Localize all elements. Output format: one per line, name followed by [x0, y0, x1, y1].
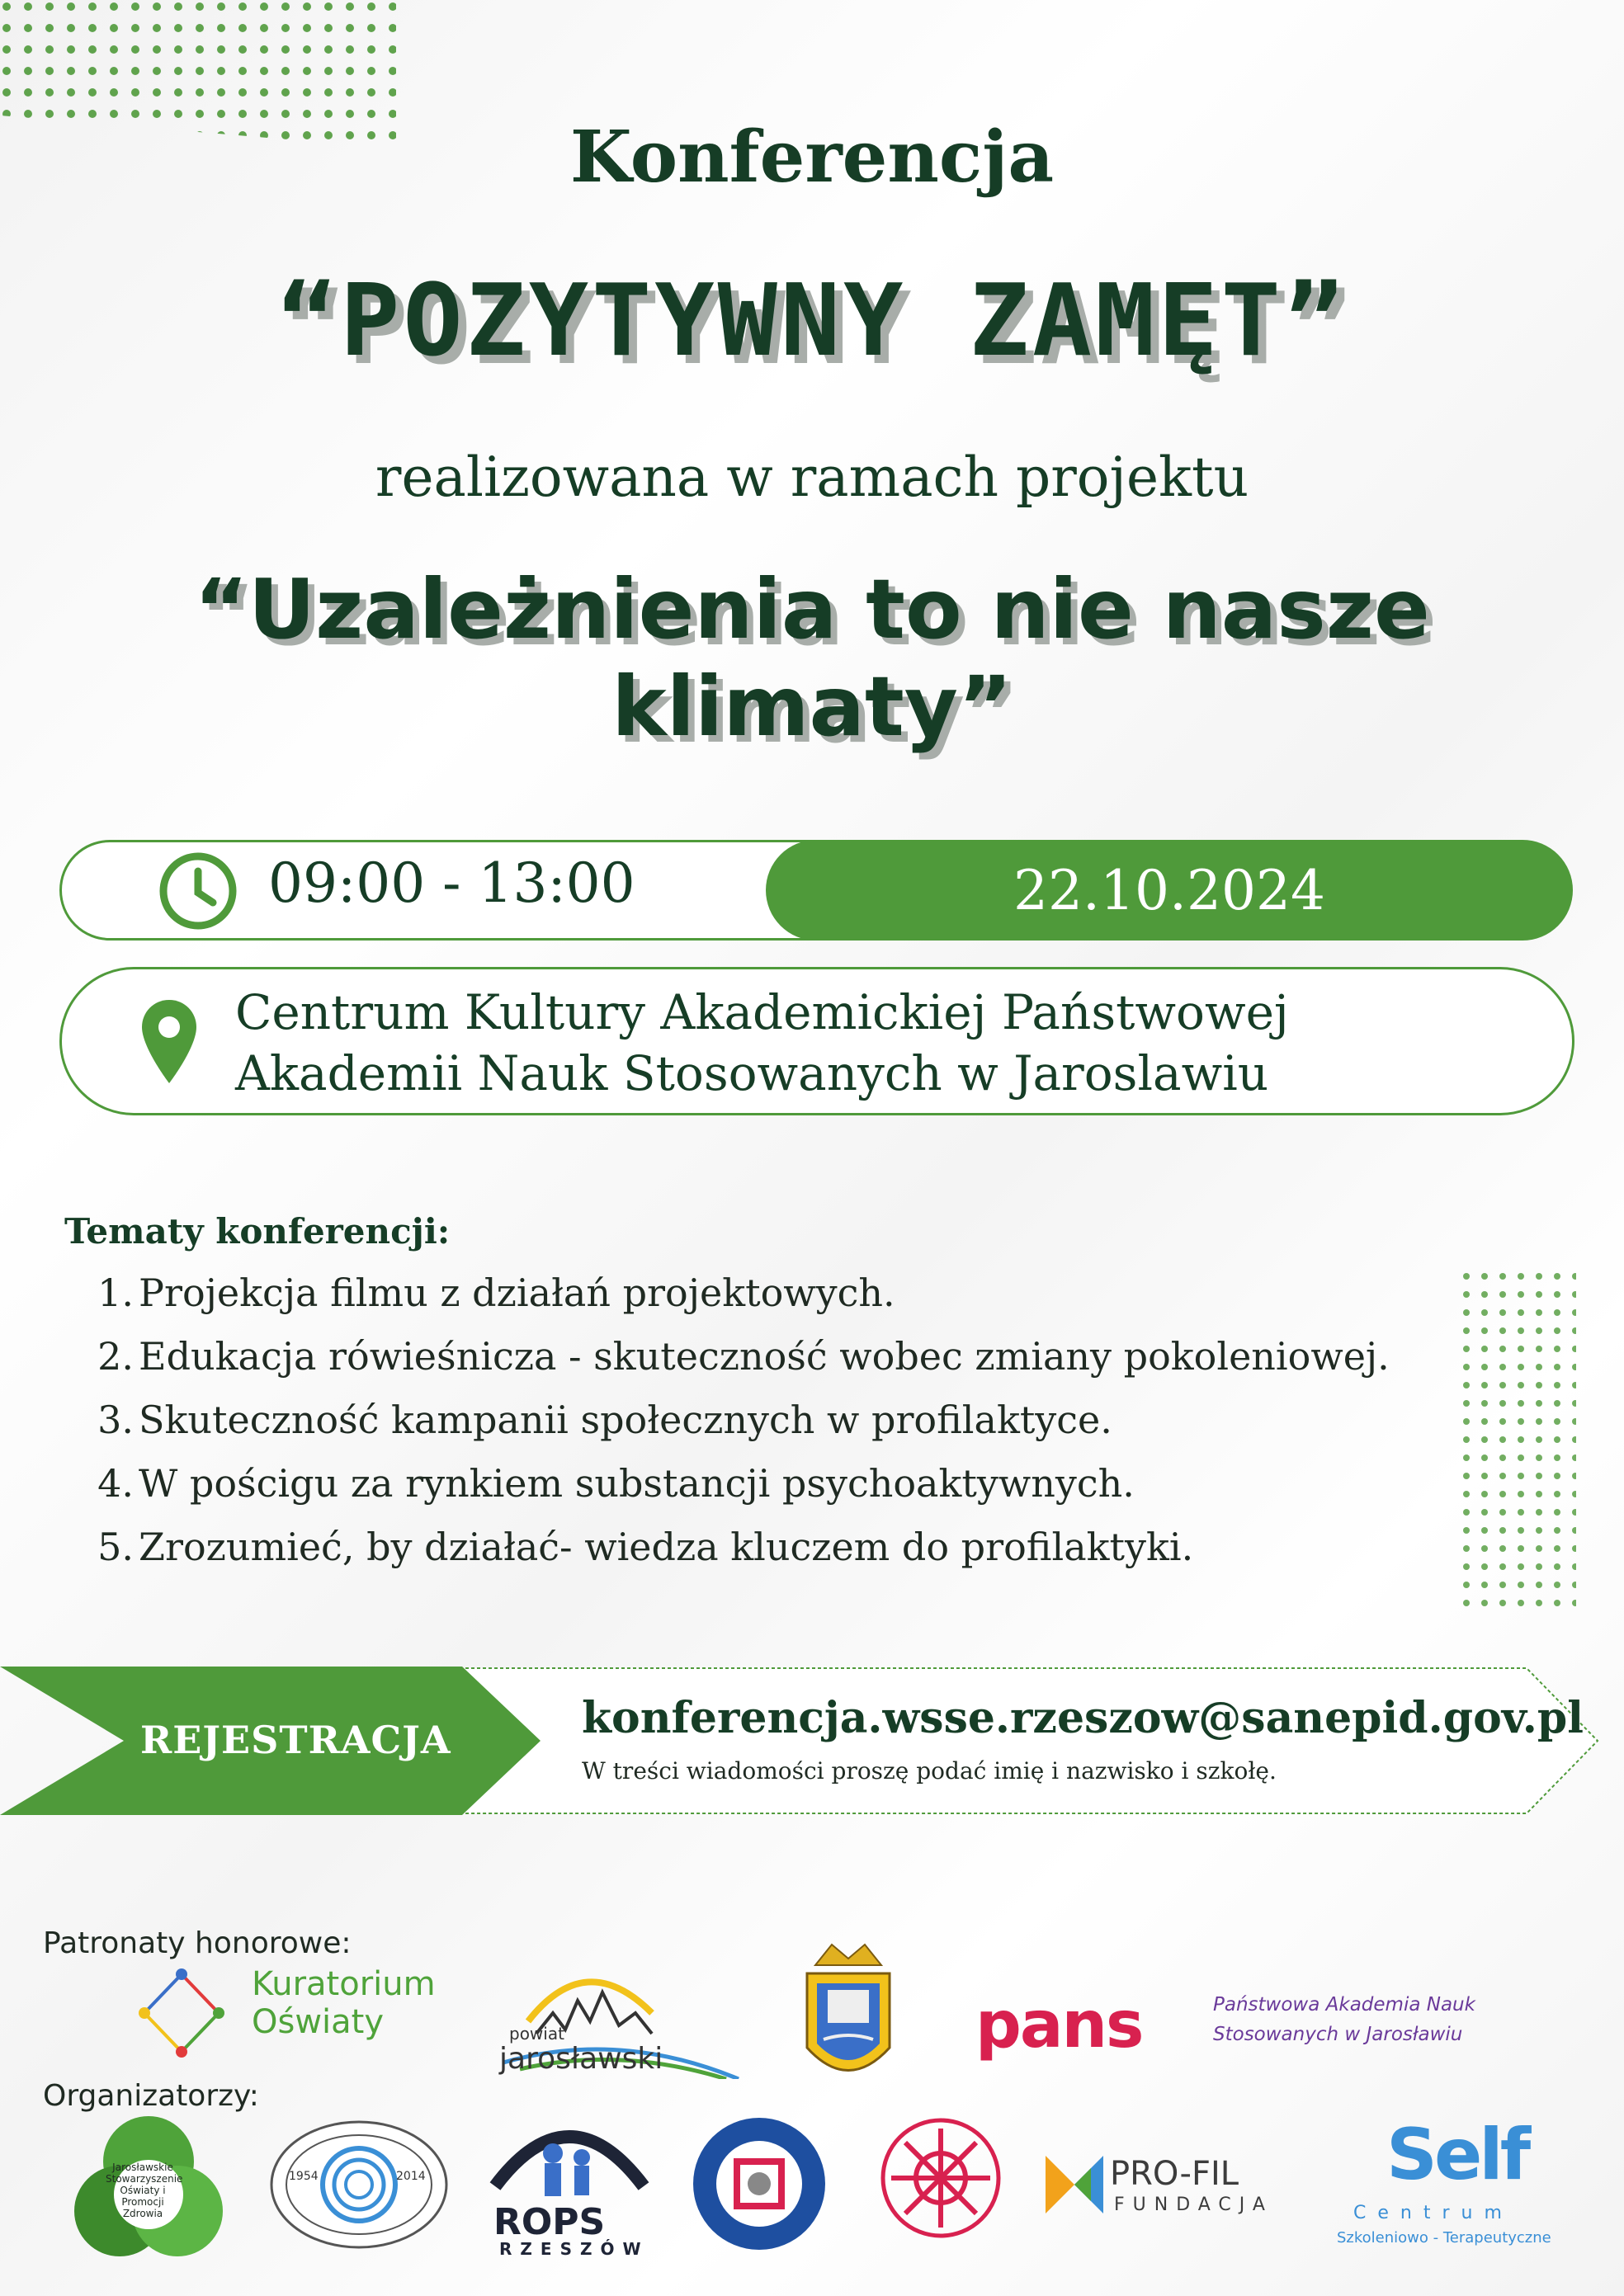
location-pin-icon — [140, 998, 198, 1085]
registration-label: REJESTRACJA — [140, 1718, 451, 1762]
registration-note: W treści wiadomości proszę podać imię i nazwisko i szkołę. — [582, 1757, 1277, 1784]
list-item: 3. Skuteczność kampanii społecznych w profilaktyce. — [97, 1398, 1112, 1442]
location-line1: Centrum Kultury Akademickiej Państwowej — [235, 984, 1289, 1040]
list-item: 5. Zrozumieć, by działać- wiedza kluczem do profilaktyki. — [97, 1525, 1194, 1569]
date-pill — [766, 840, 1573, 941]
rops-logo-icon — [487, 2096, 652, 2203]
patrons-heading: Patronaty honorowe: — [43, 1926, 352, 1960]
self-logo-centrum: Centrum — [1353, 2203, 1513, 2223]
organizers-heading: Organizatorzy: — [43, 2079, 259, 2113]
event-date: 22.10.2024 — [1013, 858, 1325, 922]
project-title-line1: “Uzależnienia to nie nasze — [194, 561, 1430, 658]
profil-logo-icon — [1041, 2152, 1107, 2218]
location-line2: Akademii Nauk Stosowanych w Jaroslawiu — [235, 1045, 1269, 1101]
decorative-dots-right — [1461, 1271, 1576, 1617]
profil-logo-subtext: FUNDACJA — [1114, 2195, 1273, 2215]
powiat-logo-small-text: powiat — [509, 2024, 564, 2044]
self-logo-text: Self — [1386, 2114, 1528, 2196]
clock-icon — [157, 850, 239, 932]
registration-email-link[interactable]: konferencja.wsse.rzeszow@sanepid.gov.pl — [582, 1693, 1584, 1743]
kuratorium-logo-icon — [132, 1968, 231, 2058]
powiat-logo-big-text: jarosławski — [499, 2042, 663, 2076]
topics-heading: Tematy konferencji: — [64, 1211, 451, 1252]
conference-heading: Konferencja — [569, 116, 1055, 199]
self-logo-subtext: Szkoleniowo - Terapeutyczne — [1337, 2229, 1551, 2246]
list-item: 2. Edukacja rówieśnicza - skuteczność wobec zmiany pokoleniowej. — [97, 1334, 1390, 1379]
project-title — [0, 561, 1624, 756]
jaroslaw-coat-of-arms-icon — [799, 1940, 898, 2097]
project-title-line2: klimaty” — [611, 658, 1013, 755]
list-item: 4. W pościgu za rynkiem substancji psychoaktywnych. — [97, 1461, 1135, 1506]
pans-full-name: Państwowa Akademia Nauk Stosowanych w Jarosławiu — [1213, 1994, 1475, 2045]
event-time: 09:00 - 13:00 — [268, 851, 635, 915]
kuratorium-logo-text: Kuratorium Oświaty — [252, 1965, 436, 2041]
list-item: 1. Projekcja filmu z działań projektowych. — [97, 1271, 895, 1315]
pans-logo-text: pans — [975, 1988, 1143, 2063]
anniversary-year-start: 1954 — [289, 2170, 319, 2183]
rops-logo-text: ROPS — [493, 2201, 606, 2243]
sanitary-inspection-logo-icon — [692, 2116, 828, 2252]
profil-logo-text: PRO-FIL — [1110, 2155, 1239, 2193]
folkowisko-logo-icon — [871, 2108, 1011, 2248]
anniversary-logo-icon — [268, 2119, 450, 2251]
rops-city-text: RZESZÓW — [499, 2239, 649, 2259]
event-subtitle: realizowana w ramach projektu — [375, 446, 1249, 509]
event-title: “POZYTYWNY ZAMĘT” — [276, 264, 1348, 379]
jso-logo-text: Jarosławskie Stowarzyszenie Oświaty i Promocji Zdrowia — [106, 2162, 183, 2219]
event-location — [235, 982, 1289, 1104]
topics-list — [83, 1271, 1390, 1588]
anniversary-year-end: 2014 — [396, 2170, 426, 2183]
